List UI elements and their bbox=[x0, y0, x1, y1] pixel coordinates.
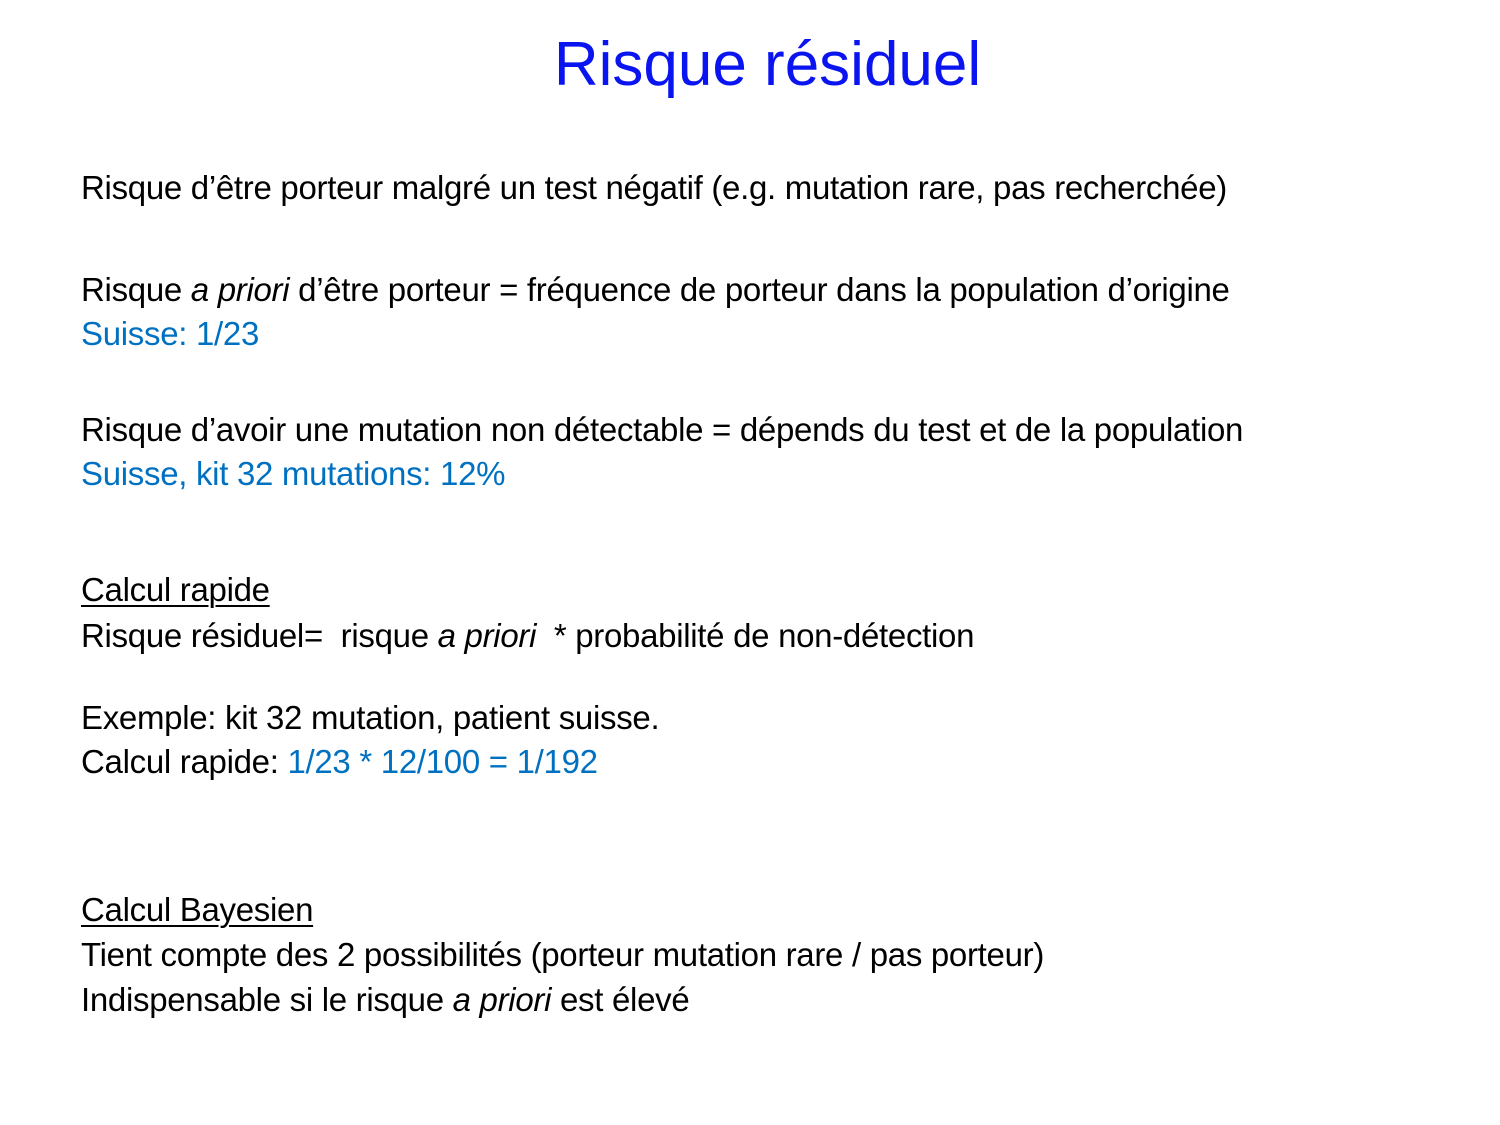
bayes-text-1: Tient compte des 2 possibilités (porteur mutation rare / pas porteur) bbox=[81, 936, 1045, 973]
nondetect-value: Suisse, kit 32 mutations: 12% bbox=[81, 455, 506, 492]
prior-risk-text bbox=[81, 270, 1230, 310]
definition-text: Risque d’être porteur malgré un test négatif (e.g. mutation rare, pas recherchée) bbox=[81, 169, 1227, 206]
nondetect-text: Risque d’avoir une mutation non détectable = dépends du test et de la population bbox=[81, 411, 1244, 448]
bayes-heading: Calcul Bayesien bbox=[81, 891, 314, 928]
bayes-text-2 bbox=[81, 980, 689, 1020]
quick-calc-value: 1/23 * 12/100 = 1/192 bbox=[287, 743, 598, 780]
text-segment: Risque bbox=[81, 271, 191, 308]
formula-text bbox=[81, 616, 974, 656]
text-segment: Indispensable si le risque bbox=[81, 981, 453, 1018]
italic-term: a priori bbox=[190, 271, 290, 308]
prior-risk-value: Suisse: 1/23 bbox=[81, 315, 260, 352]
text-segment: d’être porteur = fréquence de porteur dans la population d’origine bbox=[289, 271, 1230, 308]
italic-term: a priori bbox=[437, 617, 537, 654]
slide-title: Risque résiduel bbox=[553, 30, 982, 99]
text-segment: est élevé bbox=[551, 981, 690, 1018]
text-segment: Risque résiduel= risque bbox=[81, 617, 438, 654]
text-segment: * probabilité de non-détection bbox=[536, 617, 975, 654]
italic-term: a priori bbox=[452, 981, 552, 1018]
example-text: Exemple: kit 32 mutation, patient suisse. bbox=[81, 699, 660, 736]
quick-calc-heading: Calcul rapide bbox=[81, 571, 270, 608]
quick-calc-text bbox=[81, 742, 598, 782]
text-segment: Calcul rapide: bbox=[81, 743, 288, 780]
